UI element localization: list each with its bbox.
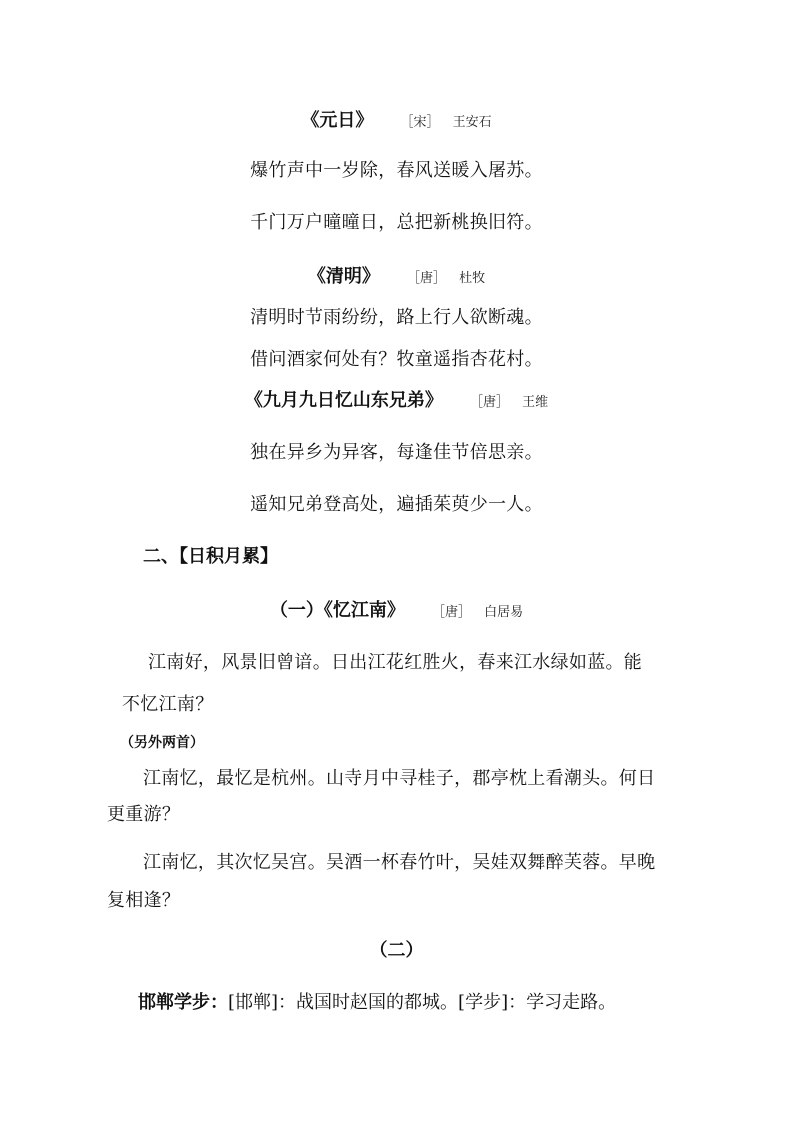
poem-1-header — [0, 106, 793, 132]
idiom-explanation: [邯郸]：战国时赵国的都城。[学步]：学习走路。 — [228, 992, 617, 1013]
poem-1-dynasty: ［宋］ — [400, 115, 440, 130]
part-1-title: 《忆江南》 — [323, 600, 405, 621]
other-poems-label: （另外两首） — [120, 735, 204, 751]
section-2-heading: 二、【日积月累】 — [143, 546, 278, 567]
part-2-label: （二） — [369, 940, 424, 961]
part-1-author: 白居易 — [484, 605, 524, 620]
part-1-text-line-2: 不忆江南？ — [122, 694, 214, 715]
poem-3-header — [0, 386, 793, 412]
poem-3-author: 王维 — [522, 395, 549, 410]
other-poem-2-line-1: 江南忆，其次忆吴宫。吴酒一杯春竹叶，吴娃双舞醉芙蓉。早晚 — [143, 852, 656, 873]
part-1-text-line-1: 江南好，风景旧曾谙。日出江花红胜火，春来江水绿如蓝。能 — [148, 652, 643, 673]
poem-2-line-1: 清明时节雨纷纷，路上行人欲断魂。 — [250, 307, 543, 328]
part-1-header — [0, 596, 793, 622]
poem-3-title: 《九月九日忆山东兄弟》 — [244, 390, 443, 411]
poem-2-line-2: 借问酒家何处有？牧童遥指杏花村。 — [250, 349, 543, 370]
poem-2-header — [0, 262, 793, 288]
other-poem-1-line-2: 更重游？ — [107, 804, 181, 825]
poem-3-dynasty: ［唐］ — [469, 395, 509, 410]
poem-1-line-1: 爆竹声中一岁除，春风送暖入屠苏。 — [250, 160, 543, 181]
idiom-term: 邯郸学步： — [138, 992, 228, 1013]
poem-2-title: 《清明》 — [307, 266, 380, 287]
poem-1-title: 《元日》 — [301, 110, 374, 131]
poem-2-author: 杜牧 — [459, 271, 486, 286]
poem-2-dynasty: ［唐］ — [406, 271, 446, 286]
part-2-header — [0, 936, 793, 962]
other-poem-1-line-1: 江南忆，最忆是杭州。山寺月中寻桂子，郡亭枕上看潮头。何日 — [143, 768, 656, 789]
poem-1-author: 王安石 — [452, 115, 492, 130]
idiom-entry — [138, 988, 616, 1014]
part-1-label: （一） — [269, 600, 324, 621]
poem-3-line-2: 遥知兄弟登高处，遍插茱萸少一人。 — [250, 494, 543, 515]
poem-1-line-2: 千门万户曈曈日，总把新桃换旧符。 — [250, 212, 543, 233]
part-1-dynasty: ［唐］ — [431, 605, 471, 620]
other-poem-2-line-2: 复相逢？ — [107, 890, 181, 911]
poem-3-line-1: 独在异乡为异客，每逢佳节倍思亲。 — [250, 442, 543, 463]
